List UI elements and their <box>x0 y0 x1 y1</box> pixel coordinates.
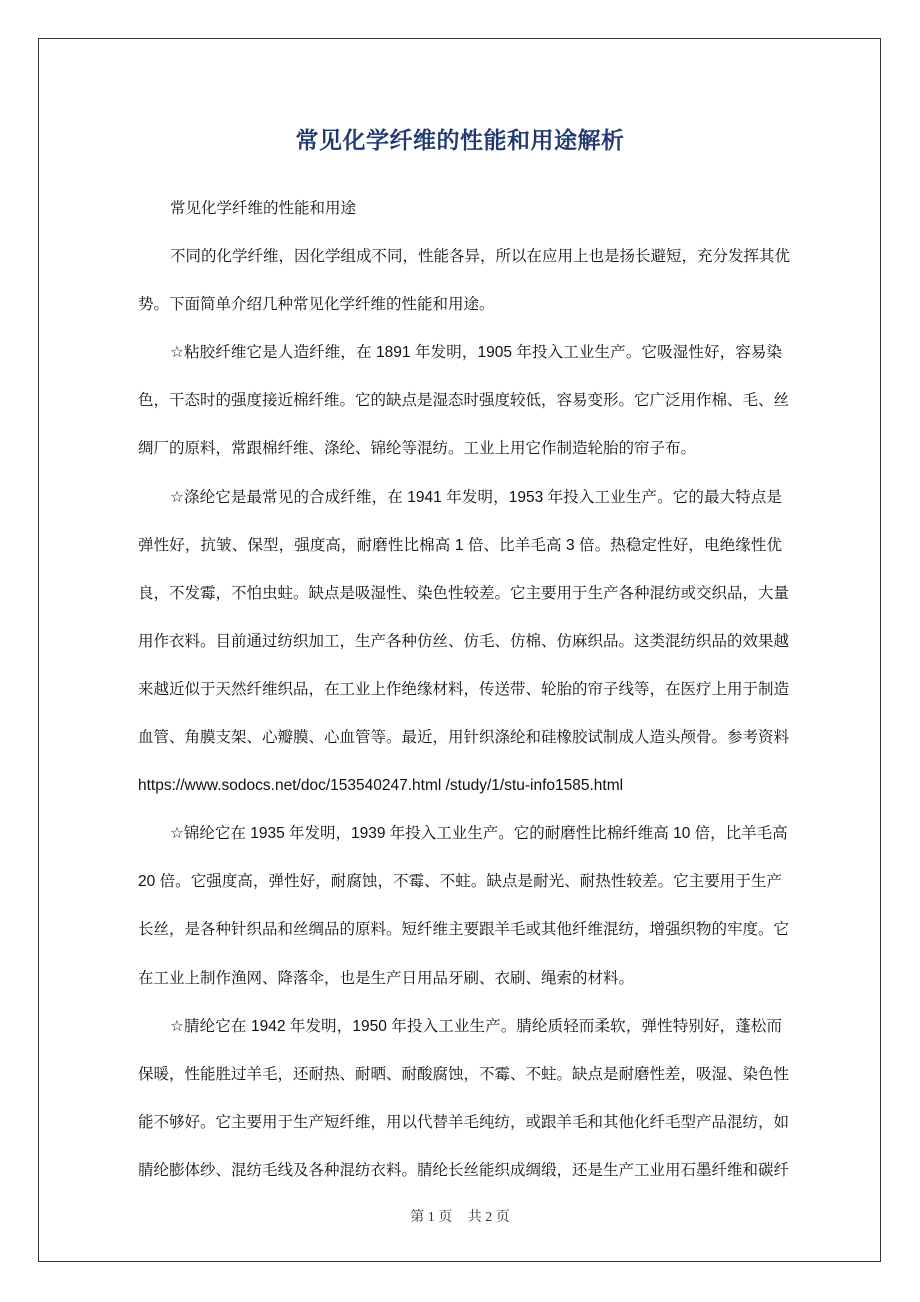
paragraph-line: ☆涤纶它是最常见的合成纤维，在 1941 年发明，1953 年投入工业生产。它的最大特点是 <box>170 488 782 506</box>
paragraph-line: 在工业上制作渔网、降落伞，也是生产日用品牙刷、衣刷、绳索的材料。 <box>138 969 635 987</box>
paragraph-line: 长丝，是各种针织品和丝绸品的原料。短纤维主要跟羊毛或其他纤维混纺，增强织物的牢度。它 <box>138 921 790 939</box>
paragraph-line: 弹性好，抗皱、保型，强度高，耐磨性比棉高 1 倍、比羊毛高 3 倍。热稳定性好，电绝缘性优 <box>138 536 782 554</box>
paragraph-line: 血管、角膜支架、心瓣膜、心血管等。最近，用针织涤纶和硅橡胶试制成人造头颅骨。参考资料 <box>138 729 790 747</box>
page-total: 共 2 页 <box>467 1210 510 1225</box>
paragraph-line: ☆锦纶它在 1935 年发明，1939 年投入工业生产。它的耐磨性比棉纤维高 10 倍，比羊毛高 <box>170 825 788 843</box>
page-number: 第 1 页 <box>410 1210 453 1225</box>
paragraph-line: 绸厂的原料，常跟棉纤维、涤纶、锦纶等混纺。工业上用它作制造轮胎的帘子布。 <box>138 440 697 458</box>
paragraph-line: 20 倍。它强度高，弹性好，耐腐蚀，不霉、不蛀。缺点是耐光、耐热性较差。它主要用于生产 <box>138 873 782 891</box>
paragraph-line: ☆腈纶它在 1942 年发明，1950 年投入工业生产。腈纶质轻而柔软，弹性特别好，蓬松而 <box>170 1017 782 1035</box>
paragraph-line: https://www.sodocs.net/doc/153540247.html /study/1/stu-info1585.html <box>138 777 624 795</box>
paragraph-line: 能不够好。它主要用于生产短纤维，用以代替羊毛纯纺，或跟羊毛和其他化纤毛型产品混纺，如 <box>138 1113 790 1131</box>
paragraph-line: 来越近似于天然纤维织品，在工业上作绝缘材料，传送带、轮胎的帘子线等，在医疗上用于制造 <box>138 680 790 698</box>
page-footer <box>0 1206 920 1226</box>
document-title: 常见化学纤维的性能和用途解析 <box>295 127 625 153</box>
paragraph-line: 腈纶膨体纱、混纺毛线及各种混纺衣料。腈纶长丝能织成绸缎，还是生产工业用石墨纤维和碳纤 <box>138 1161 790 1179</box>
paragraph-line: 用作衣料。目前通过纺织加工，生产各种仿丝、仿毛、仿棉、仿麻织品。这类混纺织品的效果越 <box>138 632 790 650</box>
paragraph-line: 不同的化学纤维，因化学组成不同，性能各异，所以在应用上也是扬长避短，充分发挥其优 <box>170 248 791 266</box>
paragraph-line: 良，不发霉，不怕虫蛀。缺点是吸湿性、染色性较差。它主要用于生产各种混纺或交织品，大量 <box>138 584 790 602</box>
paragraph-line: 势。下面简单介绍几种常见化学纤维的性能和用途。 <box>138 296 495 314</box>
paragraph-line: ☆粘胶纤维它是人造纤维，在 1891 年发明，1905 年投入工业生产。它吸湿性好，容易染 <box>170 344 782 362</box>
paragraph-line: 常见化学纤维的性能和用途 <box>170 200 357 217</box>
paragraph-line: 保暖，性能胜过羊毛，还耐热、耐晒、耐酸腐蚀，不霉、不蛀。缺点是耐磨性差，吸湿、染色性 <box>138 1065 790 1083</box>
document-body <box>138 185 791 1195</box>
paragraph-line: 色，干态时的强度接近棉纤维。它的缺点是湿态时强度较低，容易变形。它广泛用作棉、毛、丝 <box>138 392 790 410</box>
